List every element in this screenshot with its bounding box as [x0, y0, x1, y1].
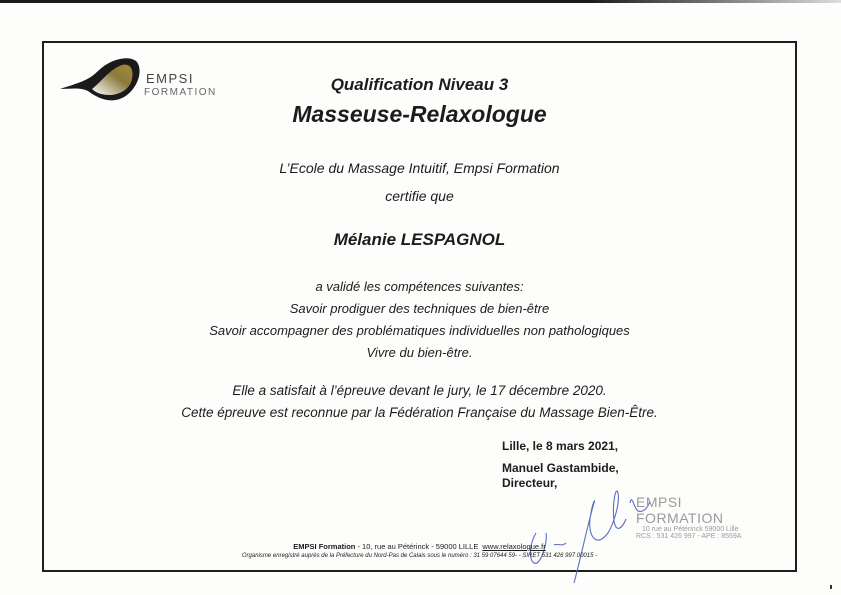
stamp-ids: RCS : 531 426 997 - APE : 8559A	[636, 533, 742, 540]
skill-item: Vivre du bien-être.	[366, 345, 473, 360]
certificate-frame	[42, 41, 797, 572]
recognition-statement: Cette épreuve est reconnue par la Fédération Française du Massage Bien-Être.	[181, 405, 658, 420]
footer-website-link[interactable]: www.relaxologue.fr	[482, 542, 546, 551]
skill-item: Savoir accompagner des problématiques individuelles non pathologiques	[209, 323, 630, 338]
logo-text-empsi: EMPSI	[146, 71, 194, 86]
scan-edge	[0, 0, 841, 3]
logo-text-formation: FORMATION	[144, 87, 217, 98]
stamp-name: EMPSI FORMATION	[636, 494, 724, 526]
signatory-role: Directeur,	[502, 476, 558, 490]
company-stamp	[636, 494, 756, 540]
footer-company: EMPSI Formation	[293, 542, 356, 551]
validated-text: a validé les compétences suivantes:	[315, 279, 524, 294]
exam-statement: Elle a satisfait à l’épreuve devant le jury, le 17 décembre 2020.	[232, 383, 607, 398]
stamp-address: 10 rue au Pétérinck 59000 Lille	[642, 526, 739, 533]
certificate-title: Masseuse-Relaxologue	[292, 101, 547, 127]
certifies-text: certifie que	[385, 188, 454, 204]
footer-address-line	[44, 542, 795, 551]
qualification-level: Qualification Niveau 3	[330, 75, 509, 94]
scan-speck	[830, 585, 832, 589]
footer-registration: Organisme enregistré auprès de la Préfecture du Nord-Pas de Calais sous le numéro : 31 59 07644 59- - SIRET 531 426 997 00015 -	[241, 553, 598, 559]
recipient-name: Mélanie LESPAGNOL	[333, 230, 506, 249]
footer-address: - 10, rue au Pétérinck - 59000 LILLE	[355, 542, 479, 551]
signatory-name: Manuel Gastambide,	[502, 461, 619, 475]
skill-item: Savoir prodiguer des techniques de bien-être	[289, 301, 550, 316]
school-name: L’Ecole du Massage Intuitif, Empsi Formation	[279, 160, 560, 176]
place-date: Lille, le 8 mars 2021,	[502, 439, 619, 453]
